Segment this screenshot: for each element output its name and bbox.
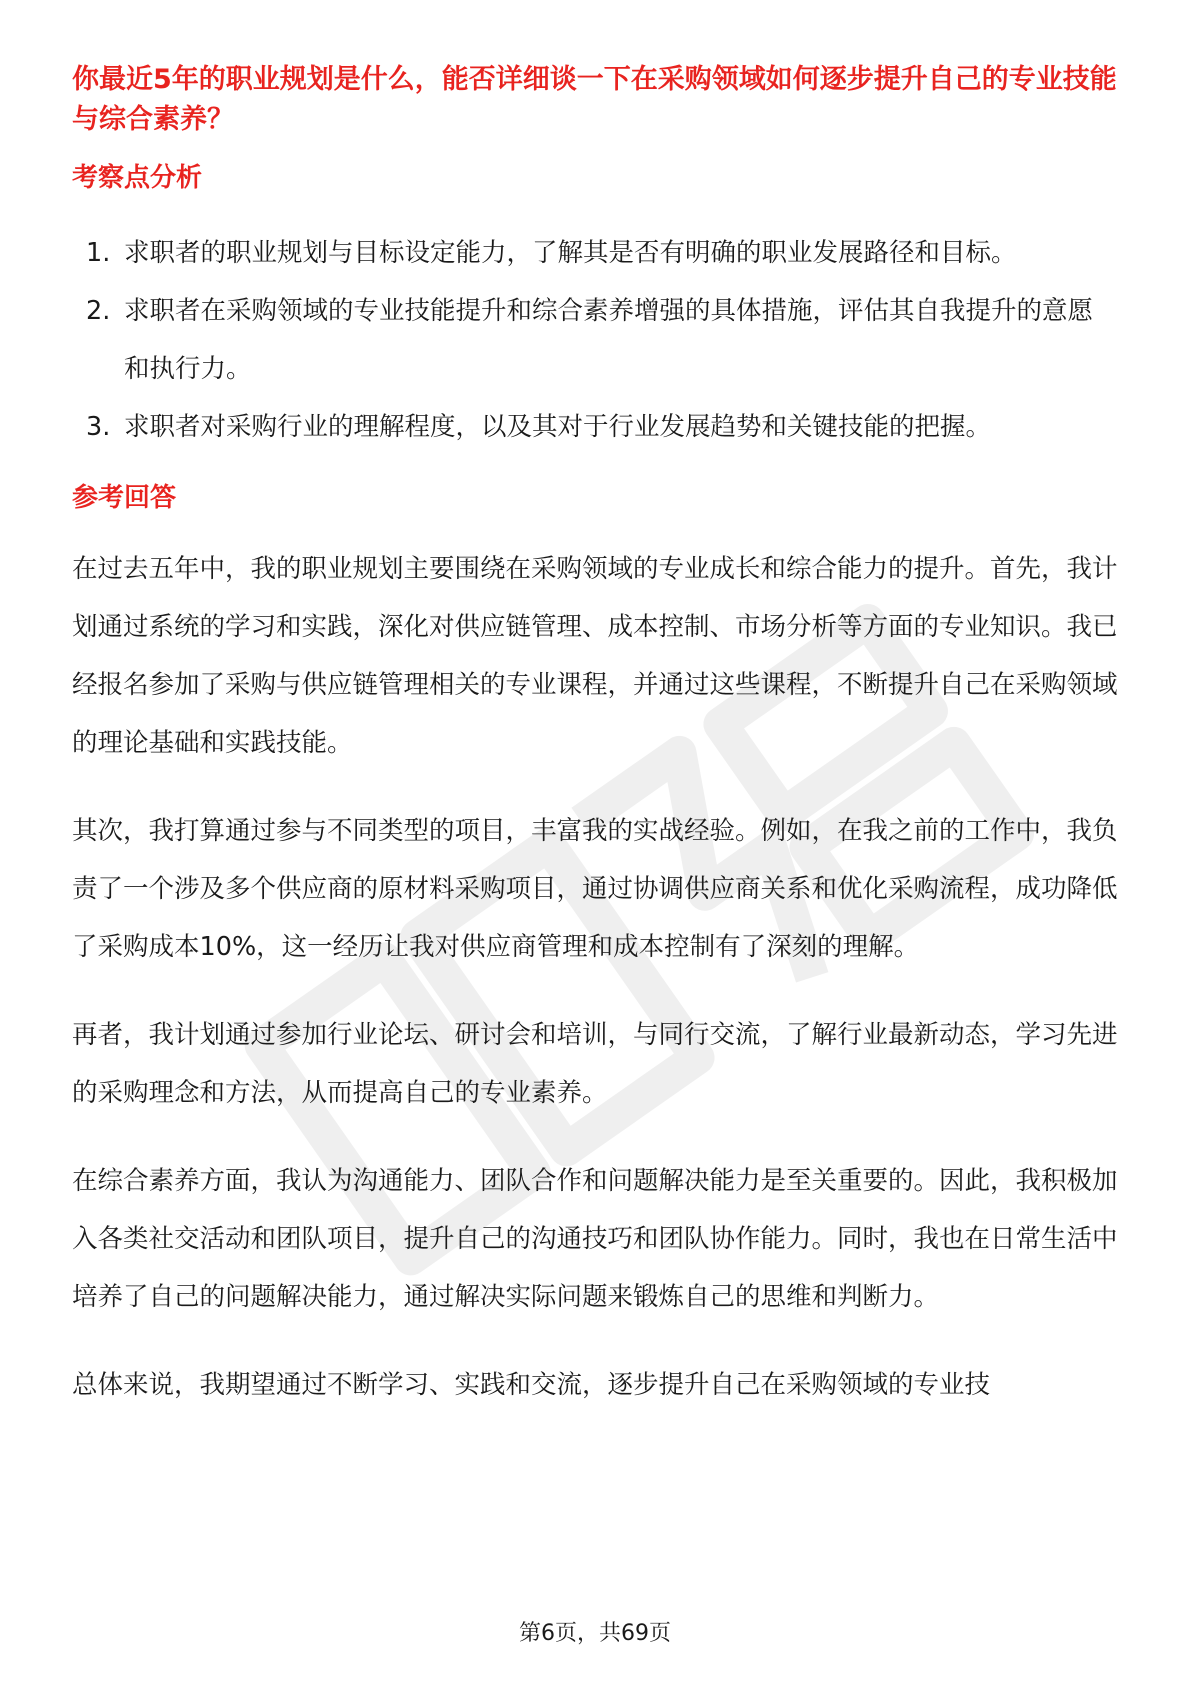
list-item (72, 224, 1118, 282)
answer-title: 参考回答 (72, 483, 177, 513)
list-text: 求职者的职业规划与目标设定能力，了解其是否有明确的职业发展路径和目标。 (124, 238, 1017, 268)
analysis-title: 考察点分析 (72, 163, 203, 193)
answer-paragraph: 在过去五年中，我的职业规划主要围绕在采购领域的专业成长和综合能力的提升。首先，我计划通过系统的学习和实践，深化对供应链管理、成本控制、市场分析等方面的专业知识。我已经报名参加了采购与供应链管理相关的专业课程，并通过这些课程，不断提升自己在采购领域的理论基础和实践技能。 (72, 554, 1118, 758)
list-item (72, 398, 1118, 456)
list-text: 求职者在采购领域的专业技能提升和综合素养增强的具体措施，评估其自我提升的意愿和执行力。 (124, 296, 1094, 384)
answer-paragraph: 总体来说，我期望通过不断学习、实践和交流，逐步提升自己在采购领域的专业技 (72, 1370, 991, 1400)
question-heading: 你最近5年的职业规划是什么，能否详细谈一下在采购领域如何逐步提升自己的专业技能与综合素养？ (72, 64, 1117, 135)
page-content (72, 60, 1118, 1414)
page-number: 第6页，共69页 (519, 1621, 671, 1646)
answer-paragraph: 再者，我计划通过参加行业论坛、研讨会和培训，与同行交流，了解行业最新动态，学习先进的采购理念和方法，从而提高自己的专业素养。 (72, 1020, 1118, 1108)
analysis-list (72, 224, 1118, 456)
list-number: 2. (86, 296, 111, 326)
list-number: 3. (86, 412, 111, 442)
list-item (72, 282, 1118, 398)
answer-paragraph: 在综合素养方面，我认为沟通能力、团队合作和问题解决能力是至关重要的。因此，我积极加入各类社交活动和团队项目，提升自己的沟通技巧和团队协作能力。同时，我也在日常生活中培养了自己的问题解决能力，通过解决实际问题来锻炼自己的思维和判断力。 (72, 1166, 1118, 1312)
list-text: 求职者对采购行业的理解程度，以及其对于行业发展趋势和关键技能的把握。 (124, 412, 992, 442)
list-number: 1. (86, 238, 111, 268)
answer-paragraph: 其次，我打算通过参与不同类型的项目，丰富我的实战经验。例如，在我之前的工作中，我负责了一个涉及多个供应商的原材料采购项目，通过协调供应商关系和优化采购流程，成功降低了采购成本10%，这一经历让我对供应商管理和成本控制有了深刻的理解。 (72, 816, 1118, 962)
